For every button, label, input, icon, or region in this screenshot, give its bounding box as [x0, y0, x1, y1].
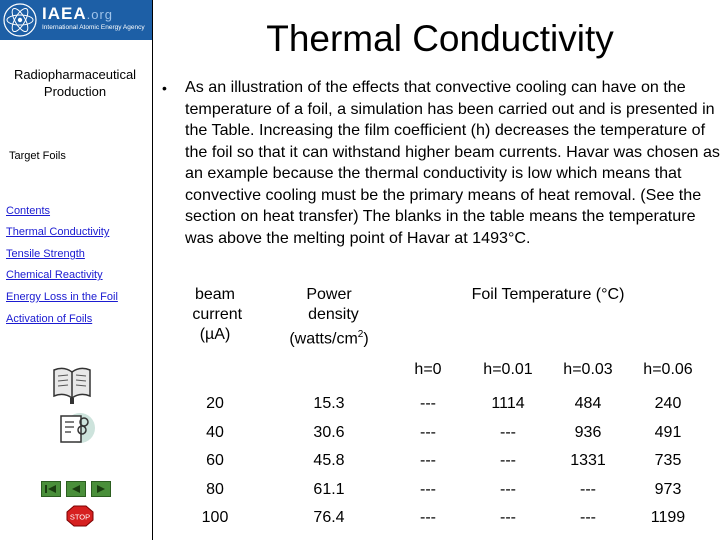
table-cell: --- [420, 423, 436, 441]
sidebar-link-contents[interactable]: Contents [6, 205, 51, 217]
table-cell: 100 [201, 509, 229, 527]
table-cell: 76.4 [313, 509, 345, 527]
nav-first-button[interactable] [41, 481, 61, 497]
body-paragraph: As an illustration of the effects that convective cooling can have on the temperature of a foil, a simulation has been carried out and is presented in the Table. Increasing the film coefficient (h) decreases the temperature of the foil so that it can withstand higher beam currents. Havar was chosen as an example because the thermal conductivity is low which means that convective cooling must be the primary means of heat removal. (See the section on heat transfer) The blanks in the table means the temperature was above the melting point of Havar at 1493°C. [185, 78, 720, 247]
power-density-header: Power density $(watts/cm^2)$ [289, 286, 369, 348]
table-cell: 40 [206, 423, 224, 441]
table-cell: --- [500, 480, 516, 498]
table-cell: 15.3 [313, 395, 345, 413]
beam-current-header: beam current (µA) [187, 286, 243, 343]
table-cell: 80 [206, 480, 224, 498]
stop-label: STOP [69, 512, 91, 522]
sidebar-link-chemical-reactivity[interactable]: Chemical Reactivity [6, 269, 103, 281]
back-arrow-icon [69, 484, 83, 494]
first-page-icon [44, 484, 58, 494]
table-cell: 1331 [570, 452, 606, 470]
table-cell: 1199 [650, 509, 686, 527]
sub-header: h=0 [414, 361, 442, 378]
logo-subtitle: International Atomic Energy Agency [42, 24, 145, 31]
foil-temperature-header: Foil Temperature (°C) [471, 286, 625, 303]
table-cell: 61.1 [313, 480, 345, 498]
table-cell: 20 [206, 395, 224, 413]
iaea-logo[interactable] [0, 0, 152, 40]
table-row [160, 390, 708, 419]
table-cell: 60 [206, 452, 224, 470]
table-cell: --- [580, 480, 596, 498]
book-icon[interactable] [50, 364, 94, 404]
logo-suffix: .org [86, 7, 114, 22]
foil-temperature-table [160, 277, 708, 533]
sidebar-link-tensile-strength[interactable]: Tensile Strength [6, 248, 85, 260]
stop-button[interactable] [66, 505, 94, 527]
sidebar-divider [152, 0, 153, 540]
sidebar-section-label: Target Foils [9, 150, 66, 162]
sidebar [0, 0, 152, 540]
page-title: Thermal Conductivity [266, 18, 614, 59]
table-cell: --- [580, 509, 596, 527]
table-cell: 973 [654, 480, 682, 498]
table-cell: 491 [654, 423, 682, 441]
table-cell: --- [500, 452, 516, 470]
table-row [160, 447, 708, 476]
table-cell: --- [420, 452, 436, 470]
table-cell: 735 [654, 452, 682, 470]
nav-forward-button[interactable] [91, 481, 111, 497]
atom-icon [2, 2, 38, 38]
table-cell: --- [500, 509, 516, 527]
table-row [160, 419, 708, 448]
nav-back-button[interactable] [66, 481, 86, 497]
sidebar-link-thermal-conductivity[interactable]: Thermal Conductivity [6, 226, 110, 238]
sub-header: h=0.03 [563, 361, 613, 378]
forward-arrow-icon [94, 484, 108, 494]
table-cell: 936 [574, 423, 602, 441]
sidebar-link-activation-of-foils[interactable]: Activation of Foils [6, 313, 93, 325]
table-cell: 45.8 [313, 452, 345, 470]
notes-icon[interactable] [56, 408, 96, 446]
sub-header: h=0.06 [643, 361, 693, 378]
table-row [160, 476, 708, 505]
sub-header: h=0.01 [483, 361, 533, 378]
table-cell: 30.6 [313, 423, 345, 441]
logo-name: IAEA [42, 4, 87, 23]
table-cell: --- [420, 395, 436, 413]
table-cell: 484 [574, 395, 602, 413]
table-cell: 240 [654, 395, 682, 413]
sidebar-title: Radiopharmaceutical Production [13, 67, 137, 99]
table-cell: --- [420, 480, 436, 498]
bullet-marker: • [162, 80, 167, 96]
table-cell: --- [420, 509, 436, 527]
sidebar-link-energy-loss[interactable]: Energy Loss in the Foil [6, 291, 118, 303]
table-row [160, 504, 708, 533]
table-cell: 1114 [491, 395, 525, 413]
table-cell: --- [500, 423, 516, 441]
